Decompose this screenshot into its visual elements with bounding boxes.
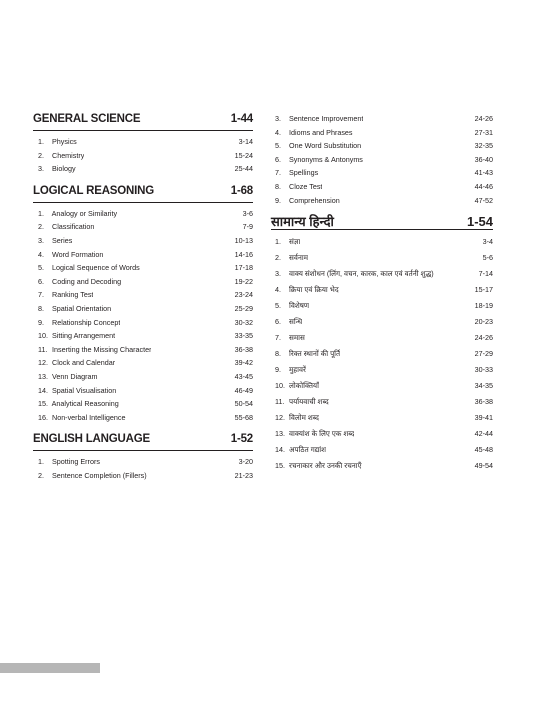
section-pages: 1-44	[230, 113, 253, 125]
toc-item-english-language-5	[271, 139, 493, 153]
toc-item-title: One Word Substitution	[289, 141, 362, 151]
toc-item-number: 5.	[275, 301, 281, 311]
toc-item-label	[38, 397, 119, 411]
toc-item-title: संज्ञा	[289, 237, 301, 247]
toc-item-label	[275, 362, 306, 378]
toc-item-pages: 30-33	[474, 365, 493, 375]
toc-item-hindi-2	[271, 250, 493, 266]
toc-item-number: 13.	[275, 429, 285, 439]
toc-item-pages: 47-52	[474, 195, 493, 205]
toc-item-title: Sentence Completion (Fillers)	[52, 470, 147, 480]
toc-item-title: वाक्य संशोधन (लिंग, वचन, कारक, काल एवं वर्तनी शुद्ध)	[289, 269, 434, 279]
toc-item-title: Sentence Improvement	[289, 114, 364, 123]
toc-item-logical-reasoning-9	[33, 316, 253, 330]
toc-item-title: Chemistry	[52, 150, 85, 160]
toc-item-number: 2.	[275, 253, 281, 263]
toc-item-label	[38, 455, 100, 469]
toc-item-number: 4.	[275, 285, 281, 295]
toc-item-label	[38, 162, 76, 176]
toc-item-pages: 39-41	[474, 413, 493, 423]
toc-item-title: वाक्यांश के लिए एक शब्द	[289, 429, 355, 439]
toc-item-pages: 10-13	[234, 235, 253, 245]
toc-item-label	[38, 370, 98, 384]
toc-item-number: 9.	[275, 195, 281, 205]
toc-item-number: 3.	[38, 164, 44, 174]
toc-item-pages: 44-46	[474, 181, 493, 191]
toc-item-label	[38, 207, 117, 221]
toc-item-label	[38, 149, 84, 163]
toc-item-hindi-11	[271, 394, 493, 410]
toc-item-pages: 20-23	[474, 317, 493, 327]
toc-item-pages: 36-38	[234, 344, 253, 354]
toc-item-number: 16.	[38, 412, 48, 422]
toc-item-pages: 43-45	[234, 371, 253, 381]
toc-item-label	[38, 220, 94, 234]
toc-item-title: Sitting Arrangement	[52, 331, 116, 341]
toc-item-label	[275, 126, 353, 140]
toc-item-logical-reasoning-5	[33, 261, 253, 275]
toc-item-number: 1.	[38, 137, 44, 146]
toc-item-hindi-5	[271, 298, 493, 314]
toc-item-number: 1.	[275, 237, 281, 247]
toc-item-title: Venn Diagram	[52, 371, 98, 381]
toc-item-title: मुहावरें	[289, 365, 306, 375]
toc-item-general-science-1	[33, 135, 253, 149]
toc-item-number: 11.	[275, 397, 285, 407]
toc-item-english-language-2	[33, 469, 253, 483]
toc-item-title: विशेषण	[289, 301, 310, 311]
toc-item-pages: 33-35	[234, 331, 253, 341]
toc-item-number: 13.	[38, 371, 48, 381]
toc-item-title: Coding and Decoding	[52, 276, 122, 286]
toc-item-number: 2.	[38, 470, 44, 480]
toc-item-label	[275, 330, 305, 346]
toc-item-pages: 3-14	[238, 137, 253, 146]
toc-item-pages: 49-54	[474, 461, 493, 471]
toc-item-label	[275, 442, 326, 458]
toc-item-title: विलोम शब्द	[289, 413, 319, 423]
toc-item-label	[275, 314, 302, 330]
toc-item-logical-reasoning-12	[33, 356, 253, 370]
toc-item-general-science-3	[33, 162, 253, 176]
toc-item-title: Spatial Visualisation	[52, 385, 117, 395]
toc-item-number: 6.	[38, 276, 44, 286]
toc-left-column	[33, 112, 253, 482]
section-heading-hindi	[271, 211, 493, 228]
toc-item-pages: 3-4	[482, 237, 493, 247]
toc-item-title: Biology	[52, 164, 76, 174]
toc-item-label	[38, 275, 121, 289]
toc-item-title: Classification	[52, 222, 95, 232]
toc-item-label	[275, 153, 363, 167]
toc-item-number: 2.	[38, 222, 44, 232]
section-divider	[33, 450, 253, 451]
toc-item-title: Analytical Reasoning	[51, 399, 119, 409]
toc-item-english-language-4	[271, 126, 493, 140]
toc-item-title: Logical Sequence of Words	[52, 263, 140, 273]
toc-item-logical-reasoning-7	[33, 288, 253, 302]
toc-item-pages: 15-24	[234, 150, 253, 160]
toc-item-pages: 5-6	[482, 253, 493, 263]
toc-item-label	[38, 248, 103, 262]
toc-item-title: Comprehension	[289, 195, 340, 205]
toc-item-english-language-1	[33, 455, 253, 469]
toc-item-number: 15.	[275, 461, 285, 471]
toc-item-number: 8.	[275, 181, 281, 191]
section-heading-general-science	[33, 112, 253, 129]
toc-item-pages: 21-23	[234, 470, 253, 480]
toc-item-number: 3.	[275, 114, 281, 123]
toc-item-label	[38, 384, 116, 398]
toc-item-logical-reasoning-14	[33, 384, 253, 398]
toc-item-pages: 14-16	[234, 249, 253, 259]
toc-item-pages: 25-44	[234, 164, 253, 174]
toc-item-label	[275, 346, 340, 362]
toc-item-number: 12.	[38, 358, 48, 368]
toc-item-label	[275, 282, 339, 298]
toc-item-title: Clock and Calendar	[52, 358, 116, 368]
toc-item-title: Analogy or Similarity	[51, 208, 118, 218]
toc-item-logical-reasoning-4	[33, 248, 253, 262]
toc-item-logical-reasoning-2	[33, 220, 253, 234]
toc-item-title: Spellings	[289, 168, 319, 178]
toc-item-title: Spatial Orientation	[52, 303, 112, 313]
toc-item-number: 9.	[275, 365, 281, 375]
toc-item-logical-reasoning-10	[33, 329, 253, 343]
toc-item-number: 3.	[38, 235, 44, 245]
toc-item-hindi-1	[271, 234, 493, 250]
toc-item-label	[38, 343, 151, 357]
toc-item-number: 10.	[275, 381, 285, 391]
toc-item-title: Relationship Concept	[52, 317, 121, 327]
toc-item-title: सन्धि	[289, 317, 303, 327]
section-title: LOGICAL REASONING	[33, 184, 154, 197]
toc-item-english-language-7	[271, 166, 493, 180]
toc-item-logical-reasoning-13	[33, 370, 253, 384]
hindi-items-list	[271, 234, 493, 474]
section-pages: 1-68	[230, 184, 253, 197]
toc-item-number: 1.	[38, 208, 44, 218]
toc-item-label	[275, 180, 322, 194]
toc-item-pages: 39-42	[234, 358, 253, 368]
toc-item-label	[275, 112, 363, 126]
toc-item-title: रिक्त स्थानों की पूर्ति	[289, 349, 341, 359]
page-footer-bar	[0, 663, 100, 673]
toc-item-number: 14.	[38, 385, 48, 395]
toc-item-title: Inserting the Missing Character	[52, 344, 152, 354]
toc-item-label	[275, 458, 362, 474]
toc-item-label	[275, 266, 434, 282]
section-pages: 1-54	[466, 214, 493, 230]
toc-item-label	[38, 234, 72, 248]
toc-item-label	[38, 302, 111, 316]
toc-item-hindi-14	[271, 442, 493, 458]
toc-item-pages: 41-43	[474, 168, 493, 178]
toc-item-number: 4.	[38, 249, 44, 259]
section-title: GENERAL SCIENCE	[33, 113, 141, 125]
toc-item-pages: 18-19	[474, 301, 493, 311]
toc-item-pages: 27-29	[474, 349, 493, 359]
toc-item-label	[275, 234, 300, 250]
toc-item-pages: 3-6	[242, 208, 253, 218]
toc-item-hindi-10	[271, 378, 493, 394]
toc-item-english-language-3	[271, 112, 493, 126]
section-heading-logical-reasoning	[33, 184, 253, 201]
toc-item-title: Ranking Test	[52, 290, 94, 300]
toc-item-title: Word Formation	[52, 249, 104, 259]
toc-item-label	[38, 411, 126, 425]
toc-item-pages: 19-22	[234, 276, 253, 286]
toc-item-label	[38, 135, 77, 149]
toc-item-label	[38, 316, 120, 330]
toc-item-logical-reasoning-1	[33, 207, 253, 221]
toc-item-number: 7.	[275, 333, 281, 343]
toc-item-title: समास	[289, 333, 305, 343]
section-title: सामान्य हिन्दी	[271, 214, 334, 230]
english-language-continued-list	[271, 112, 493, 207]
toc-item-logical-reasoning-6	[33, 275, 253, 289]
toc-item-number: 10.	[38, 331, 48, 341]
toc-item-pages: 15-17	[474, 285, 493, 295]
toc-item-number: 6.	[275, 154, 281, 164]
toc-item-logical-reasoning-11	[33, 343, 253, 357]
toc-item-pages: 50-54	[234, 399, 253, 409]
toc-item-hindi-3	[271, 266, 493, 282]
toc-item-pages: 42-44	[474, 429, 493, 439]
toc-item-pages: 36-40	[474, 154, 493, 164]
toc-item-number: 12.	[275, 413, 285, 423]
toc-item-label	[275, 298, 309, 314]
toc-item-logical-reasoning-3	[33, 234, 253, 248]
toc-item-logical-reasoning-15	[33, 397, 253, 411]
toc-item-pages: 46-49	[234, 385, 253, 395]
toc-item-label	[38, 329, 115, 343]
toc-item-label	[275, 194, 340, 208]
toc-item-title: Synonyms & Antonyms	[289, 154, 363, 164]
toc-item-label	[275, 250, 308, 266]
toc-item-title: Idioms and Phrases	[289, 127, 353, 137]
toc-item-title: Spotting Errors	[52, 457, 100, 467]
toc-item-number: 2.	[38, 150, 44, 160]
section-divider	[33, 202, 253, 203]
section-heading-english-language	[33, 432, 253, 449]
toc-item-title: Physics	[52, 137, 77, 146]
toc-item-hindi-12	[271, 410, 493, 426]
toc-item-pages: 7-14	[478, 269, 493, 279]
toc-item-title: रचनाकार और उनकी रचनाएँ	[289, 461, 362, 471]
toc-item-number: 14.	[275, 445, 285, 455]
toc-item-pages: 23-24	[234, 290, 253, 300]
toc-item-general-science-2	[33, 149, 253, 163]
toc-item-hindi-13	[271, 426, 493, 442]
toc-item-hindi-6	[271, 314, 493, 330]
section-pages: 1-52	[230, 433, 253, 446]
toc-item-label	[38, 356, 115, 370]
toc-item-label	[275, 410, 319, 426]
toc-right-column	[271, 112, 493, 474]
toc-item-pages: 30-32	[234, 317, 253, 327]
toc-item-label	[275, 394, 329, 410]
toc-item-title: Non-verbal Intelligence	[52, 412, 126, 422]
toc-item-number: 9.	[38, 317, 44, 327]
toc-item-number: 7.	[38, 290, 44, 300]
toc-item-english-language-6	[271, 153, 493, 167]
toc-item-number: 8.	[38, 303, 44, 313]
toc-item-pages: 34-35	[474, 381, 493, 391]
section-divider	[33, 130, 253, 131]
toc-item-logical-reasoning-16	[33, 411, 253, 425]
toc-item-number: 15.	[38, 399, 48, 409]
toc-item-pages: 3-20	[238, 457, 253, 467]
toc-item-label	[275, 166, 318, 180]
toc-item-english-language-8	[271, 180, 493, 194]
section-title: ENGLISH LANGUAGE	[33, 433, 150, 446]
toc-item-number: 1.	[38, 457, 44, 467]
toc-item-title: Cloze Test	[289, 181, 323, 191]
toc-item-pages: 17-18	[234, 263, 253, 273]
toc-item-logical-reasoning-8	[33, 302, 253, 316]
toc-item-label	[38, 469, 147, 483]
toc-item-number: 8.	[275, 349, 281, 359]
toc-item-number: 4.	[275, 127, 281, 137]
toc-item-label	[38, 261, 140, 275]
toc-item-number: 5.	[38, 263, 44, 273]
toc-item-pages: 24-26	[474, 333, 493, 343]
toc-item-title: अपठित गद्यांश	[289, 445, 327, 455]
toc-item-hindi-7	[271, 330, 493, 346]
toc-item-number: 5.	[275, 141, 281, 151]
toc-item-title: सर्वनाम	[289, 253, 309, 263]
toc-item-pages: 25-29	[234, 303, 253, 313]
toc-item-number: 11.	[38, 344, 48, 354]
toc-item-pages: 7-9	[242, 222, 253, 232]
toc-item-hindi-8	[271, 346, 493, 362]
toc-item-pages: 55-68	[234, 412, 253, 422]
toc-item-hindi-9	[271, 362, 493, 378]
toc-item-label	[275, 378, 319, 394]
toc-item-pages: 24-26	[474, 114, 493, 123]
toc-item-title: Series	[52, 235, 73, 245]
toc-item-pages: 45-48	[474, 445, 493, 455]
toc-item-english-language-9	[271, 194, 493, 208]
toc-item-hindi-15	[271, 458, 493, 474]
toc-item-title: क्रिया एवं क्रिया भेद	[289, 285, 339, 295]
toc-item-title: पर्यायवाची शब्द	[289, 397, 329, 407]
toc-item-pages: 27-31	[474, 127, 493, 137]
toc-item-hindi-4	[271, 282, 493, 298]
toc-item-number: 3.	[275, 269, 281, 279]
toc-item-number: 6.	[275, 317, 281, 327]
toc-item-pages: 36-38	[474, 397, 493, 407]
toc-item-title: लोकोक्तियाँ	[289, 381, 319, 391]
toc-item-label	[38, 288, 93, 302]
toc-item-number: 7.	[275, 168, 281, 178]
toc-item-label	[275, 139, 361, 153]
toc-item-pages: 32-35	[474, 141, 493, 151]
toc-item-label	[275, 426, 354, 442]
